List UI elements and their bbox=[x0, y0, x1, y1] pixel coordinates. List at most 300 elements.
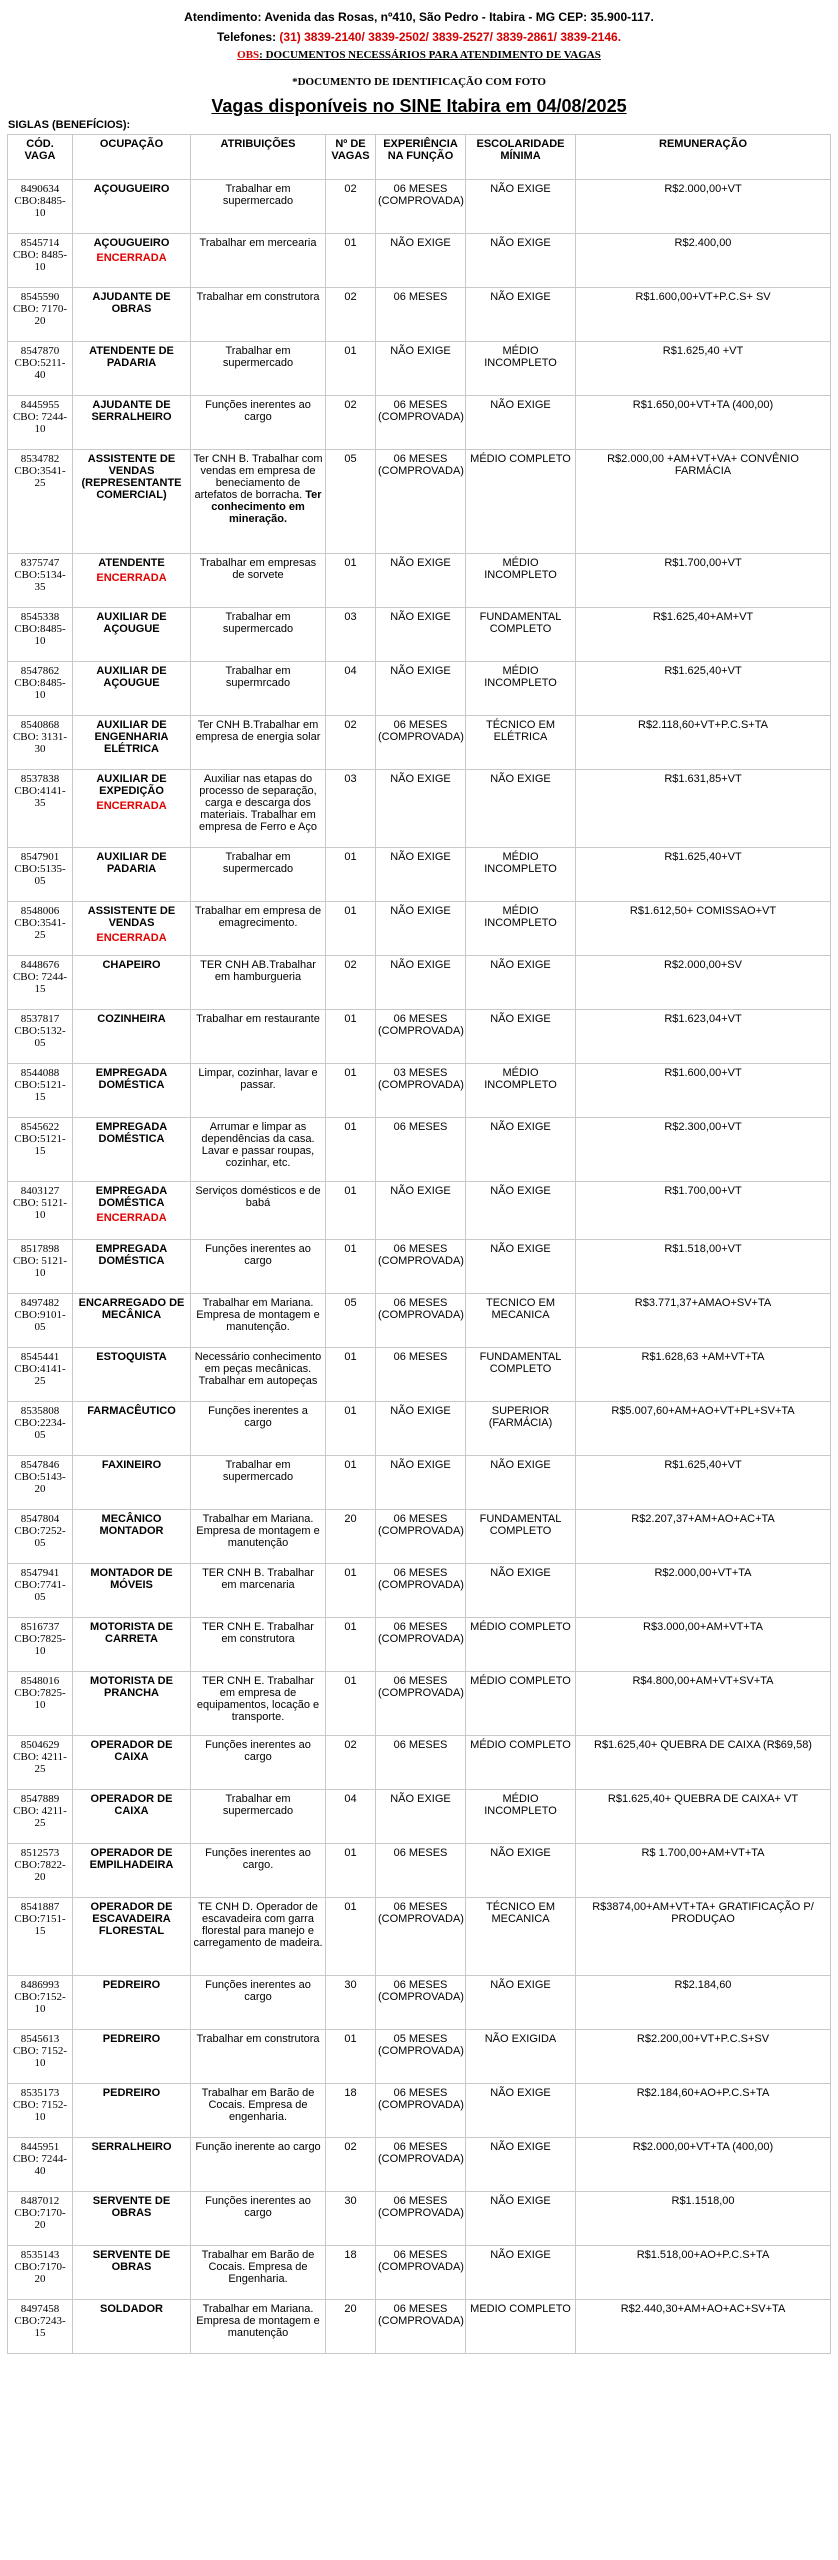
header-vacancies: Nº DE VAGAS bbox=[326, 135, 376, 180]
job-experience: NÃO EXIGE bbox=[376, 234, 466, 288]
job-pay: R$1.623,04+VT bbox=[576, 1010, 831, 1064]
attributions-text: Serviços domésticos e de babá bbox=[195, 1185, 321, 1209]
job-pay: R$1.625,40+VT bbox=[576, 662, 831, 716]
attributions-text: Trabalhar em mercearia bbox=[199, 237, 317, 249]
job-experience: NÃO EXIGE bbox=[376, 1790, 466, 1844]
job-schooling: NÃO EXIGE bbox=[466, 1118, 576, 1182]
attributions-text: TER CNH E. Trabalhar em construtora bbox=[202, 1621, 314, 1645]
table-row bbox=[8, 1564, 831, 1618]
attributions-text: Funções inerentes ao cargo bbox=[205, 2195, 311, 2219]
job-attributions bbox=[191, 1064, 326, 1118]
header-pay: REMUNERAÇÃO bbox=[576, 135, 831, 180]
occupation-name: PEDREIRO bbox=[102, 2033, 161, 2045]
job-attributions bbox=[191, 180, 326, 234]
job-vacancies: 01 bbox=[326, 1118, 376, 1182]
job-occupation bbox=[73, 1898, 191, 1976]
job-occupation bbox=[73, 2084, 191, 2138]
table-row bbox=[8, 2084, 831, 2138]
job-occupation bbox=[73, 1182, 191, 1240]
job-experience: 06 MESES (COMPROVADA) bbox=[376, 2192, 466, 2246]
job-pay: R$4.800,00+AM+VT+SV+TA bbox=[576, 1672, 831, 1736]
job-schooling: MÉDIO INCOMPLETO bbox=[466, 342, 576, 396]
job-experience: 06 MESES bbox=[376, 288, 466, 342]
job-experience: 06 MESES (COMPROVADA) bbox=[376, 1010, 466, 1064]
occupation-name: ATENDENTE DE PADARIA bbox=[89, 345, 174, 369]
job-code: 8547862 CBO:8485-10 bbox=[8, 662, 73, 716]
job-pay: R$1.518,00+VT bbox=[576, 1240, 831, 1294]
job-pay: R$1.1518,00 bbox=[576, 2192, 831, 2246]
job-code: 8535808 CBO:2234-05 bbox=[8, 1402, 73, 1456]
job-occupation bbox=[73, 1976, 191, 2030]
attributions-text: Trabalhar em supermercado bbox=[222, 611, 294, 635]
job-occupation bbox=[73, 554, 191, 608]
job-occupation bbox=[73, 1064, 191, 1118]
closed-badge: ENCERRADA bbox=[96, 252, 167, 264]
attributions-text: Funções inerentes ao cargo bbox=[205, 1739, 311, 1763]
job-occupation bbox=[73, 180, 191, 234]
job-experience: NÃO EXIGE bbox=[376, 662, 466, 716]
table-header-row bbox=[8, 135, 831, 180]
table-row bbox=[8, 554, 831, 608]
job-pay: R$3874,00+AM+VT+TA+ GRATIFICAÇÃO P/ PRODUÇAO bbox=[576, 1898, 831, 1976]
job-experience: 03 MESES (COMPROVADA) bbox=[376, 1064, 466, 1118]
occupation-name: SERVENTE DE OBRAS bbox=[92, 2249, 171, 2273]
job-experience: 06 MESES (COMPROVADA) bbox=[376, 1672, 466, 1736]
job-attributions bbox=[191, 1010, 326, 1064]
table-row bbox=[8, 2192, 831, 2246]
attributions-text: TE CNH D. Operador de escavadeira com garra florestal para manejo e carregamento de madeira. bbox=[193, 1901, 323, 1949]
job-code: 8537817 CBO:5132-05 bbox=[8, 1010, 73, 1064]
job-attributions bbox=[191, 1976, 326, 2030]
job-pay: R$3.000,00+AM+VT+TA bbox=[576, 1618, 831, 1672]
job-attributions bbox=[191, 1402, 326, 1456]
attributions-text: Trabalhar em Mariana. Empresa de montagem e manutenção. bbox=[196, 1297, 320, 1333]
job-attributions bbox=[191, 1118, 326, 1182]
attributions-text: Necessário conhecimento em peças mecânicas. Trabalhar em autopeças bbox=[194, 1351, 322, 1387]
attributions-text: Trabalhar em construtora bbox=[196, 2033, 320, 2045]
attributions-text: Trabalhar em supermercado bbox=[222, 1459, 294, 1483]
job-experience: 06 MESES (COMPROVADA) bbox=[376, 2138, 466, 2192]
occupation-name: AUXILIAR DE AÇOUGUE bbox=[96, 611, 167, 635]
job-schooling: NÃO EXIGE bbox=[466, 956, 576, 1010]
job-occupation bbox=[73, 396, 191, 450]
job-code: 8487012 CBO:7170-20 bbox=[8, 2192, 73, 2246]
table-row bbox=[8, 608, 831, 662]
job-vacancies: 20 bbox=[326, 2300, 376, 2354]
job-attributions bbox=[191, 396, 326, 450]
closed-badge: ENCERRADA bbox=[96, 1212, 167, 1224]
job-vacancies: 01 bbox=[326, 1844, 376, 1898]
job-schooling: NÃO EXIGE bbox=[466, 2084, 576, 2138]
occupation-name: ASSISTENTE DE VENDAS bbox=[87, 905, 176, 929]
table-row bbox=[8, 342, 831, 396]
job-schooling: MÉDIO INCOMPLETO bbox=[466, 1790, 576, 1844]
job-schooling: TÉCNICO EM ELÉTRICA bbox=[466, 716, 576, 770]
job-occupation bbox=[73, 1294, 191, 1348]
occupation-name: FARMACÊUTICO bbox=[87, 1405, 176, 1417]
attributions-text: Funções inerentes a cargo bbox=[208, 1405, 308, 1429]
job-experience: NÃO EXIGE bbox=[376, 956, 466, 1010]
job-occupation bbox=[73, 288, 191, 342]
job-attributions bbox=[191, 2300, 326, 2354]
table-row bbox=[8, 180, 831, 234]
job-pay: R$2.200,00+VT+P.C.S+SV bbox=[576, 2030, 831, 2084]
job-vacancies: 01 bbox=[326, 1618, 376, 1672]
job-pay: R$2.300,00+VT bbox=[576, 1118, 831, 1182]
job-code: 8548016 CBO:7825-10 bbox=[8, 1672, 73, 1736]
attributions-text: Trabalhar em supermercado bbox=[222, 1793, 294, 1817]
job-pay: R$1.628,63 +AM+VT+TA bbox=[576, 1348, 831, 1402]
job-schooling: MÉDIO COMPLETO bbox=[466, 450, 576, 554]
job-occupation bbox=[73, 2138, 191, 2192]
job-experience: NÃO EXIGE bbox=[376, 608, 466, 662]
job-attributions bbox=[191, 2246, 326, 2300]
job-occupation bbox=[73, 1510, 191, 1564]
job-schooling: NÃO EXIGE bbox=[466, 1564, 576, 1618]
job-experience: NÃO EXIGE bbox=[376, 1182, 466, 1240]
job-vacancies: 01 bbox=[326, 554, 376, 608]
job-occupation bbox=[73, 902, 191, 956]
job-schooling: NÃO EXIGE bbox=[466, 288, 576, 342]
page-title: Vagas disponíveis no SINE Itabira em 04/08/2025 bbox=[211, 96, 627, 116]
job-schooling: MÉDIO COMPLETO bbox=[466, 1736, 576, 1790]
job-attributions bbox=[191, 770, 326, 848]
job-vacancies: 30 bbox=[326, 2192, 376, 2246]
job-vacancies: 20 bbox=[326, 1510, 376, 1564]
job-occupation bbox=[73, 342, 191, 396]
job-occupation bbox=[73, 1010, 191, 1064]
job-schooling: FUNDAMENTAL COMPLETO bbox=[466, 1348, 576, 1402]
obs-label: OBS bbox=[237, 49, 260, 61]
job-occupation bbox=[73, 716, 191, 770]
job-attributions bbox=[191, 848, 326, 902]
occupation-name: SERVENTE DE OBRAS bbox=[92, 2195, 171, 2219]
job-pay: R$2.400,00 bbox=[576, 234, 831, 288]
job-attributions bbox=[191, 1510, 326, 1564]
job-occupation bbox=[73, 234, 191, 288]
attributions-text: Trabalhar em supermercado bbox=[222, 345, 294, 369]
job-attributions bbox=[191, 1898, 326, 1976]
job-pay: R$5.007,60+AM+AO+VT+PL+SV+TA bbox=[576, 1402, 831, 1456]
job-code: 8545714 CBO: 8485-10 bbox=[8, 234, 73, 288]
occupation-name: EMPREGADA DOMÉSTICA bbox=[95, 1121, 168, 1145]
job-schooling: NÃO EXIGE bbox=[466, 180, 576, 234]
job-occupation bbox=[73, 662, 191, 716]
job-attributions bbox=[191, 1844, 326, 1898]
job-schooling: NÃO EXIGE bbox=[466, 1456, 576, 1510]
attributions-text: Funções inerentes ao cargo. bbox=[205, 1847, 311, 1871]
job-experience: 06 MESES (COMPROVADA) bbox=[376, 1510, 466, 1564]
job-vacancies: 01 bbox=[326, 1672, 376, 1736]
table-row bbox=[8, 1844, 831, 1898]
attributions-text: Trabalhar em Mariana. Empresa de montagem e manutenção bbox=[196, 1513, 320, 1549]
job-experience: NÃO EXIGE bbox=[376, 554, 466, 608]
attributions-text: Arrumar e limpar as dependências da casa. Lavar e passar roupas, cozinhar, etc. bbox=[201, 1121, 315, 1169]
job-code: 8547889 CBO: 4211-25 bbox=[8, 1790, 73, 1844]
table-row bbox=[8, 234, 831, 288]
job-experience: NÃO EXIGE bbox=[376, 848, 466, 902]
attributions-text: Funções inerentes ao cargo bbox=[205, 399, 311, 423]
phones-numbers: (31) 3839-2140/ 3839-2502/ 3839-2527/ 3839-2861/ 3839-2146. bbox=[279, 30, 622, 44]
job-schooling: MÉDIO COMPLETO bbox=[466, 1672, 576, 1736]
occupation-name: SOLDADOR bbox=[100, 2303, 163, 2315]
occupation-name: FAXINEIRO bbox=[101, 1459, 162, 1471]
job-schooling: MÉDIO INCOMPLETO bbox=[466, 848, 576, 902]
job-attributions bbox=[191, 2192, 326, 2246]
header-experience: EXPERIÊNCIA NA FUNÇÃO bbox=[376, 135, 466, 180]
job-occupation bbox=[73, 1790, 191, 1844]
job-experience: 06 MESES (COMPROVADA) bbox=[376, 2246, 466, 2300]
occupation-name: CHAPEIRO bbox=[102, 959, 161, 971]
job-occupation bbox=[73, 2030, 191, 2084]
table-row bbox=[8, 288, 831, 342]
job-pay: R$2.184,60+AO+P.C.S+TA bbox=[576, 2084, 831, 2138]
job-vacancies: 01 bbox=[326, 342, 376, 396]
document-note: *DOCUMENTO DE IDENTIFICAÇÃO COM FOTO bbox=[292, 76, 546, 88]
job-pay: R$1.625,40 +VT bbox=[576, 342, 831, 396]
job-schooling: NÃO EXIGE bbox=[466, 234, 576, 288]
job-attributions bbox=[191, 450, 326, 554]
occupation-name: MECÂNICO MONTADOR bbox=[99, 1513, 164, 1537]
occupation-name: OPERADOR DE CAIXA bbox=[90, 1739, 173, 1763]
job-experience: 06 MESES (COMPROVADA) bbox=[376, 2300, 466, 2354]
job-vacancies: 01 bbox=[326, 902, 376, 956]
job-experience: 06 MESES (COMPROVADA) bbox=[376, 1294, 466, 1348]
job-attributions bbox=[191, 716, 326, 770]
occupation-name: AUXILIAR DE PADARIA bbox=[96, 851, 167, 875]
job-pay: R$2.000,00 +AM+VT+VA+ CONVÊNIO FARMÁCIA bbox=[576, 450, 831, 554]
siglas-label: SIGLAS (BENEFÍCIOS): bbox=[8, 119, 131, 131]
job-vacancies: 04 bbox=[326, 1790, 376, 1844]
table-body bbox=[8, 180, 831, 2354]
job-experience: 06 MESES (COMPROVADA) bbox=[376, 2084, 466, 2138]
job-vacancies: 05 bbox=[326, 1294, 376, 1348]
job-experience: 06 MESES (COMPROVADA) bbox=[376, 450, 466, 554]
job-attributions bbox=[191, 1736, 326, 1790]
job-code: 8497458 CBO:7243-15 bbox=[8, 2300, 73, 2354]
table-row bbox=[8, 2030, 831, 2084]
table-row bbox=[8, 1790, 831, 1844]
occupation-name: MOTORISTA DE CARRETA bbox=[90, 1621, 173, 1645]
table-row bbox=[8, 1240, 831, 1294]
occupation-name: AUXILIAR DE EXPEDIÇÃO bbox=[96, 773, 167, 797]
job-attributions bbox=[191, 2084, 326, 2138]
job-schooling: FUNDAMENTAL COMPLETO bbox=[466, 608, 576, 662]
job-attributions bbox=[191, 956, 326, 1010]
job-vacancies: 02 bbox=[326, 180, 376, 234]
table-row bbox=[8, 2246, 831, 2300]
table-row bbox=[8, 450, 831, 554]
job-pay: R$1.625,40+VT bbox=[576, 848, 831, 902]
attributions-text: TER CNH E. Trabalhar em empresa de equipamentos, locação e transporte. bbox=[196, 1675, 320, 1723]
table-row bbox=[8, 1348, 831, 1402]
occupation-name: MOTORISTA DE PRANCHA bbox=[90, 1675, 173, 1699]
job-schooling: FUNDAMENTAL COMPLETO bbox=[466, 1510, 576, 1564]
job-schooling: NÃO EXIGE bbox=[466, 1010, 576, 1064]
job-pay: R$ 1.700,00+AM+VT+TA bbox=[576, 1844, 831, 1898]
table-row bbox=[8, 1672, 831, 1736]
job-pay: R$1.600,00+VT+P.C.S+ SV bbox=[576, 288, 831, 342]
table-row bbox=[8, 2138, 831, 2192]
table-row bbox=[8, 1976, 831, 2030]
job-occupation bbox=[73, 2300, 191, 2354]
table-row bbox=[8, 770, 831, 848]
job-schooling: NÃO EXIGIDA bbox=[466, 2030, 576, 2084]
job-vacancies: 01 bbox=[326, 1564, 376, 1618]
job-occupation bbox=[73, 1844, 191, 1898]
table-row bbox=[8, 662, 831, 716]
job-vacancies: 05 bbox=[326, 450, 376, 554]
job-occupation bbox=[73, 450, 191, 554]
occupation-name: OPERADOR DE EMPILHADEIRA bbox=[89, 1847, 174, 1871]
occupation-name: MONTADOR DE MÓVEIS bbox=[90, 1567, 173, 1591]
job-pay: R$1.625,40+ QUEBRA DE CAIXA+ VT bbox=[576, 1790, 831, 1844]
occupation-name: ENCARREGADO DE MECÂNICA bbox=[78, 1297, 185, 1321]
job-pay: R$2.118,60+VT+P.C.S+TA bbox=[576, 716, 831, 770]
job-code: 8547941 CBO:7741-05 bbox=[8, 1564, 73, 1618]
job-code: 8544088 CBO:5121-15 bbox=[8, 1064, 73, 1118]
job-code: 8545441 CBO:4141-25 bbox=[8, 1348, 73, 1402]
job-occupation bbox=[73, 1564, 191, 1618]
job-experience: 06 MESES bbox=[376, 1118, 466, 1182]
job-attributions bbox=[191, 1348, 326, 1402]
job-experience: NÃO EXIGE bbox=[376, 770, 466, 848]
job-pay: R$1.625,40+ QUEBRA DE CAIXA (R$69,58) bbox=[576, 1736, 831, 1790]
job-experience: 06 MESES (COMPROVADA) bbox=[376, 396, 466, 450]
table-row bbox=[8, 902, 831, 956]
job-schooling: TECNICO EM MECANICA bbox=[466, 1294, 576, 1348]
occupation-name: PEDREIRO bbox=[102, 1979, 161, 1991]
job-attributions bbox=[191, 1456, 326, 1510]
table-row bbox=[8, 1618, 831, 1672]
obs-text: : DOCUMENTOS NECESSÁRIOS PARA ATENDIMENTO DE VAGAS bbox=[259, 49, 601, 61]
table-row bbox=[8, 848, 831, 902]
obs-line bbox=[0, 49, 838, 61]
job-attributions bbox=[191, 1790, 326, 1844]
occupation-name: PEDREIRO bbox=[102, 2087, 161, 2099]
job-vacancies: 01 bbox=[326, 1898, 376, 1976]
job-schooling: NÃO EXIGE bbox=[466, 1844, 576, 1898]
job-pay: R$1.612,50+ COMISSAO+VT bbox=[576, 902, 831, 956]
occupation-name: ASSISTENTE DE VENDAS (REPRESENTANTE COMERCIAL) bbox=[81, 453, 182, 501]
occupation-name: AJUDANTE DE OBRAS bbox=[92, 291, 171, 315]
job-vacancies: 01 bbox=[326, 234, 376, 288]
job-vacancies: 03 bbox=[326, 770, 376, 848]
address-line: Atendimento: Avenida das Rosas, nº410, São Pedro - Itabira - MG CEP: 35.900-117. bbox=[184, 10, 654, 24]
job-code: 8504629 CBO: 4211-25 bbox=[8, 1736, 73, 1790]
job-pay: R$2.184,60 bbox=[576, 1976, 831, 2030]
job-experience: 06 MESES bbox=[376, 1736, 466, 1790]
job-code: 8545590 CBO: 7170-20 bbox=[8, 288, 73, 342]
job-experience: NÃO EXIGE bbox=[376, 902, 466, 956]
job-attributions bbox=[191, 1564, 326, 1618]
header-occupation: OCUPAÇÃO bbox=[73, 135, 191, 180]
job-code: 8540868 CBO: 3131-30 bbox=[8, 716, 73, 770]
job-experience: 06 MESES bbox=[376, 1348, 466, 1402]
job-schooling: NÃO EXIGE bbox=[466, 770, 576, 848]
closed-badge: ENCERRADA bbox=[96, 932, 167, 944]
job-experience: NÃO EXIGE bbox=[376, 1402, 466, 1456]
job-vacancies: 18 bbox=[326, 2084, 376, 2138]
job-vacancies: 01 bbox=[326, 1456, 376, 1510]
job-vacancies: 04 bbox=[326, 662, 376, 716]
job-code: 8535143 CBO:7170-20 bbox=[8, 2246, 73, 2300]
job-pay: R$3.771,37+AMAO+SV+TA bbox=[576, 1294, 831, 1348]
job-experience: 06 MESES (COMPROVADA) bbox=[376, 1898, 466, 1976]
job-code: 8486993 CBO:7152-10 bbox=[8, 1976, 73, 2030]
job-occupation bbox=[73, 1672, 191, 1736]
job-pay: R$2.000,00+VT+TA bbox=[576, 1564, 831, 1618]
job-code: 8545622 CBO:5121-15 bbox=[8, 1118, 73, 1182]
job-schooling: NÃO EXIGE bbox=[466, 2246, 576, 2300]
job-experience: 06 MESES (COMPROVADA) bbox=[376, 1240, 466, 1294]
job-pay: R$2.000,00+VT+TA (400,00) bbox=[576, 2138, 831, 2192]
job-schooling: MÉDIO COMPLETO bbox=[466, 1618, 576, 1672]
job-pay: R$2.000,00+VT bbox=[576, 180, 831, 234]
job-pay: R$2.000,00+SV bbox=[576, 956, 831, 1010]
job-code: 8541887 CBO:7151-15 bbox=[8, 1898, 73, 1976]
attributions-text: Função inerente ao cargo bbox=[195, 2141, 321, 2153]
attributions-text: TER CNH AB.Trabalhar em hamburgueria bbox=[200, 959, 316, 983]
job-code: 8512573 CBO:7822-20 bbox=[8, 1844, 73, 1898]
table-row bbox=[8, 1064, 831, 1118]
attributions-text: Ter CNH B.Trabalhar em empresa de energia solar bbox=[195, 719, 321, 743]
job-pay: R$2.440,30+AM+AO+AC+SV+TA bbox=[576, 2300, 831, 2354]
job-attributions bbox=[191, 902, 326, 956]
attributions-text: Auxiliar nas etapas do processo de separação, carga e descarga dos materiais. Trabalhar em empresa de Ferro e Aço bbox=[198, 773, 317, 833]
job-attributions bbox=[191, 1182, 326, 1240]
attributions-text: Trabalhar em restaurante bbox=[196, 1013, 320, 1025]
job-schooling: MÉDIO INCOMPLETO bbox=[466, 1064, 576, 1118]
attributions-text: Trabalhar em supermercado bbox=[222, 183, 294, 207]
attributions-text: Trabalhar em supermercado bbox=[222, 851, 294, 875]
job-occupation bbox=[73, 1618, 191, 1672]
job-code: 8537838 CBO:4141-35 bbox=[8, 770, 73, 848]
job-attributions bbox=[191, 342, 326, 396]
occupation-name: ATENDENTE bbox=[98, 557, 165, 569]
job-attributions bbox=[191, 288, 326, 342]
job-pay: R$1.625,40+AM+VT bbox=[576, 608, 831, 662]
occupation-name: ESTOQUISTA bbox=[96, 1351, 167, 1363]
header-code: CÓD. VAGA bbox=[8, 135, 73, 180]
job-occupation bbox=[73, 1118, 191, 1182]
table-row bbox=[8, 1010, 831, 1064]
attributions-emphasis: Ter conhecimento em mineração. bbox=[211, 489, 322, 525]
job-schooling: MEDIO COMPLETO bbox=[466, 2300, 576, 2354]
job-experience: NÃO EXIGE bbox=[376, 342, 466, 396]
job-schooling: MÉDIO INCOMPLETO bbox=[466, 902, 576, 956]
job-code: 8535173 CBO: 7152-10 bbox=[8, 2084, 73, 2138]
job-pay: R$1.700,00+VT bbox=[576, 554, 831, 608]
occupation-name: EMPREGADA DOMÉSTICA bbox=[95, 1185, 168, 1209]
occupation-name: OPERADOR DE CAIXA bbox=[90, 1793, 173, 1817]
occupation-name: AJUDANTE DE SERRALHEIRO bbox=[91, 399, 172, 423]
job-vacancies: 01 bbox=[326, 848, 376, 902]
job-vacancies: 02 bbox=[326, 716, 376, 770]
table-row bbox=[8, 396, 831, 450]
job-pay: R$1.700,00+VT bbox=[576, 1182, 831, 1240]
job-occupation bbox=[73, 608, 191, 662]
attributions-text: Trabalhar em empresas de sorvete bbox=[199, 557, 317, 581]
job-experience: 06 MESES (COMPROVADA) bbox=[376, 716, 466, 770]
job-occupation bbox=[73, 2246, 191, 2300]
table-row bbox=[8, 1182, 831, 1240]
job-attributions bbox=[191, 608, 326, 662]
job-experience: 06 MESES (COMPROVADA) bbox=[376, 1564, 466, 1618]
table-row bbox=[8, 716, 831, 770]
attributions-text: Trabalhar em Barão de Cocais. Empresa de engenharia. bbox=[201, 2087, 315, 2123]
job-occupation bbox=[73, 770, 191, 848]
